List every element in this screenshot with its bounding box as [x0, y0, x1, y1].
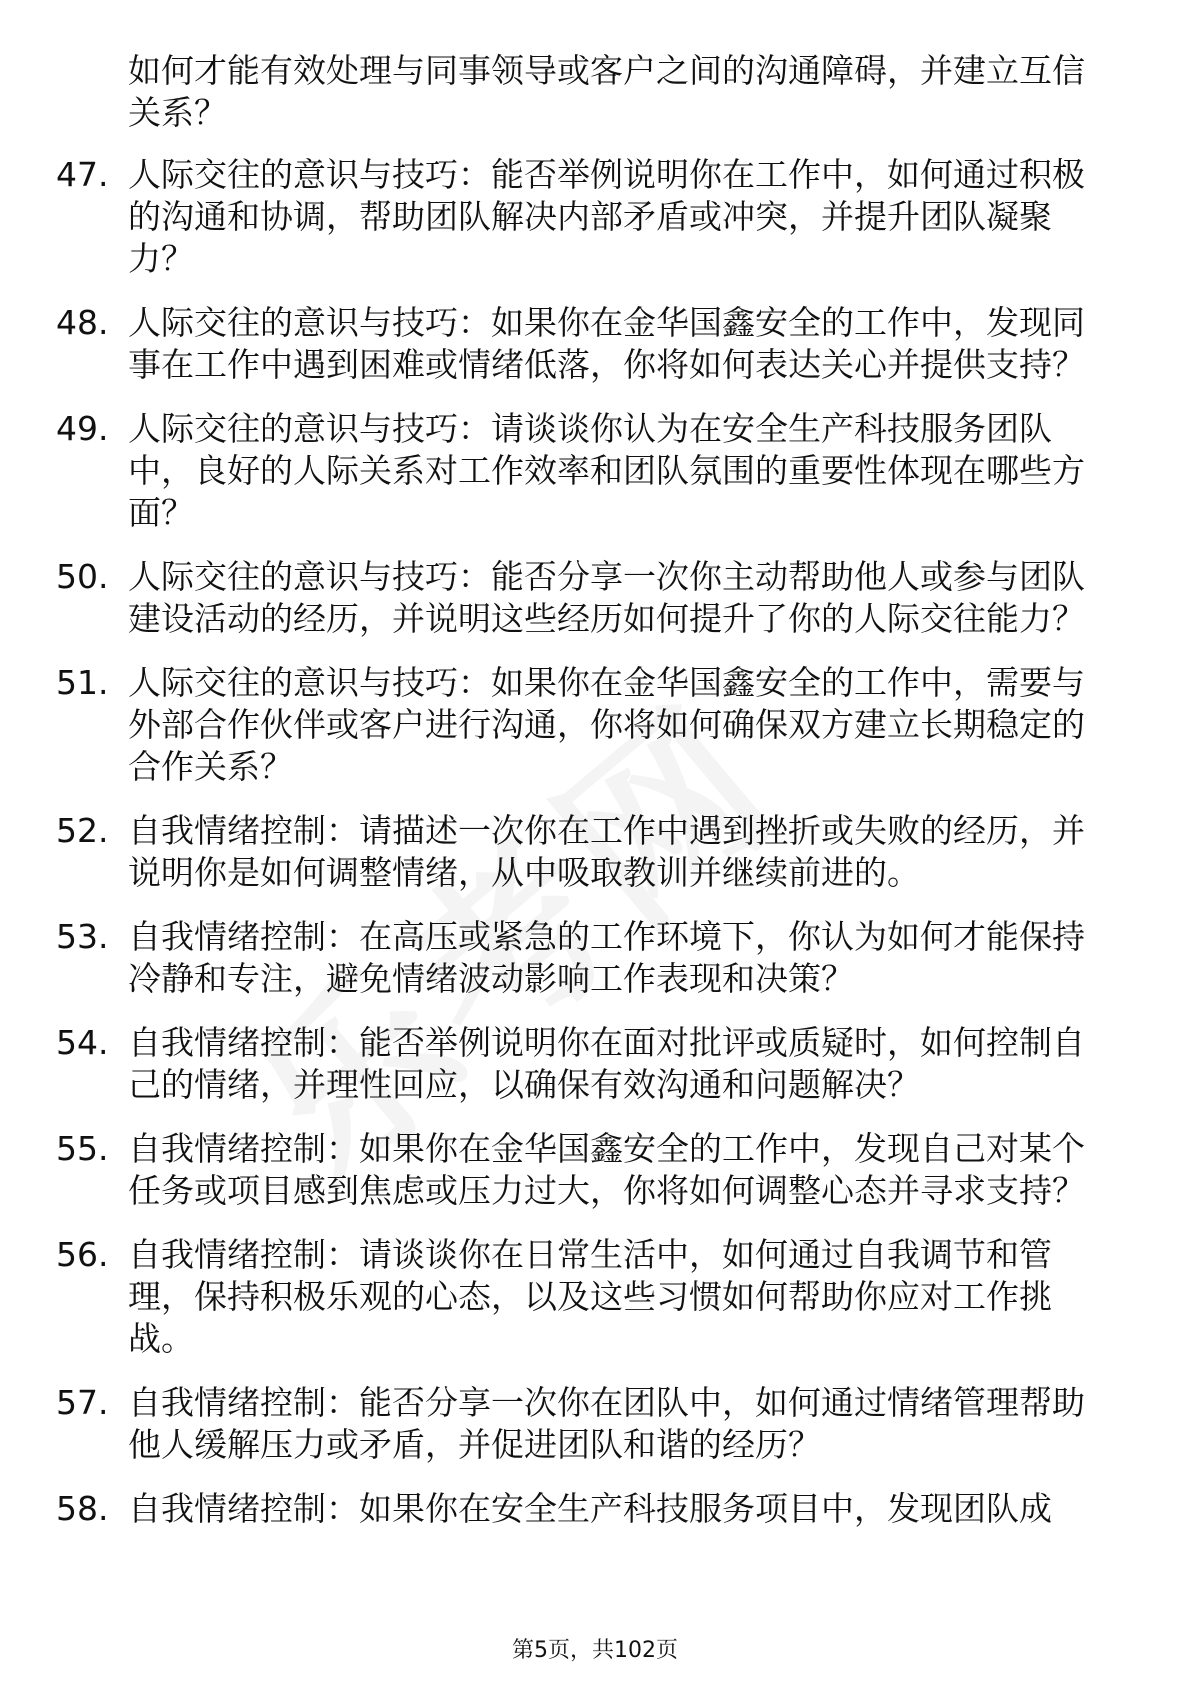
question-item [56, 408, 1116, 534]
question-item [56, 1488, 1116, 1530]
question-text: 自我情绪控制：如果你在金华国鑫安全的工作中，发现自己对某个任务或项目感到焦虑或压力过大，你将如何调整心态并寻求支持？ [128, 1129, 1085, 1210]
question-number: 50. [56, 557, 109, 596]
question-item [56, 662, 1116, 788]
question-text: 人际交往的意识与技巧：能否分享一次你主动帮助他人或参与团队建设活动的经历，并说明这些经历如何提升了你的人际交往能力？ [128, 557, 1085, 638]
question-item [56, 302, 1116, 386]
question-item [56, 810, 1116, 894]
page-footer [0, 1638, 1190, 1664]
question-text: 人际交往的意识与技巧：如果你在金华国鑫安全的工作中，发现同事在工作中遇到困难或情绪低落，你将如何表达关心并提供支持？ [128, 303, 1085, 384]
question-text: 自我情绪控制：能否举例说明你在面对批评或质疑时，如何控制自己的情绪，并理性回应，以确保有效沟通和问题解决？ [128, 1023, 1085, 1104]
question-number: 55. [56, 1129, 109, 1168]
question-number: 48. [56, 303, 109, 342]
question-item [56, 1382, 1116, 1466]
intro-continuation: 如何才能有效处理与同事领导或客户之间的沟通障碍，并建立互信关系？ [128, 51, 1085, 132]
question-item [56, 1128, 1116, 1212]
question-number: 57. [56, 1383, 109, 1422]
question-text: 自我情绪控制：请谈谈你在日常生活中，如何通过自我调节和管理，保持积极乐观的心态，以及这些习惯如何帮助你应对工作挑战。 [128, 1235, 1052, 1358]
question-number: 47. [56, 155, 109, 194]
question-text: 自我情绪控制：如果你在安全生产科技服务项目中，发现团队成 [128, 1489, 1052, 1528]
page-number-label: 第5页，共102页 [512, 1638, 678, 1663]
question-number: 51. [56, 663, 109, 702]
question-list [56, 50, 1116, 1552]
question-item [56, 556, 1116, 640]
question-item [56, 916, 1116, 1000]
question-item [56, 154, 1116, 280]
question-number: 56. [56, 1235, 109, 1274]
question-number: 54. [56, 1023, 109, 1062]
question-text: 人际交往的意识与技巧：如果你在金华国鑫安全的工作中，需要与外部合作伙伴或客户进行沟通，你将如何确保双方建立长期稳定的合作关系？ [128, 663, 1085, 786]
question-text: 人际交往的意识与技巧：请谈谈你认为在安全生产科技服务团队中，良好的人际关系对工作效率和团队氛围的重要性体现在哪些方面？ [128, 409, 1085, 532]
question-number: 58. [56, 1489, 109, 1528]
question-number: 49. [56, 409, 109, 448]
question-text: 自我情绪控制：请描述一次你在工作中遇到挫折或失败的经历，并说明你是如何调整情绪，从中吸取教训并继续前进的。 [128, 811, 1085, 892]
question-item [56, 1234, 1116, 1360]
question-number: 52. [56, 811, 109, 850]
question-item [56, 1022, 1116, 1106]
question-text: 人际交往的意识与技巧：能否举例说明你在工作中，如何通过积极的沟通和协调，帮助团队解决内部矛盾或冲突，并提升团队凝聚力？ [128, 155, 1085, 278]
question-number: 53. [56, 917, 109, 956]
question-text: 自我情绪控制：能否分享一次你在团队中，如何通过情绪管理帮助他人缓解压力或矛盾，并促进团队和谐的经历？ [128, 1383, 1085, 1464]
question-text: 自我情绪控制：在高压或紧急的工作环境下，你认为如何才能保持冷静和专注，避免情绪波动影响工作表现和决策？ [128, 917, 1085, 998]
